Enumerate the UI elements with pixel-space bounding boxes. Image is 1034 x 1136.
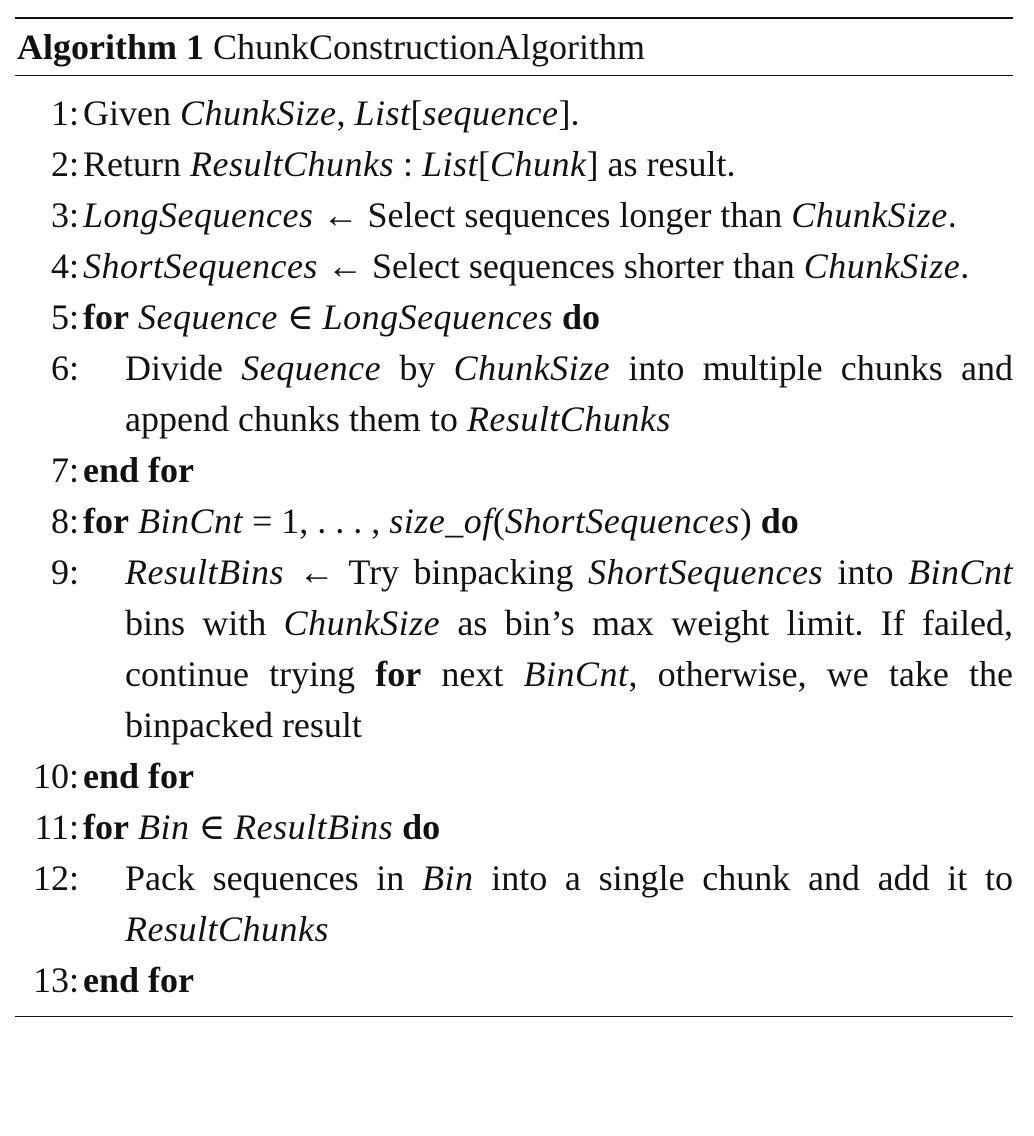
line-content: LongSequences ← Select sequences longer than ChunkSize. [83,195,957,235]
line-content: for Sequence ∈ LongSequences do [83,297,601,337]
line-number: 6: [50,348,79,388]
line-number: 13: [32,960,79,1000]
line-content: ResultBins ← Try binpacking ShortSequences into BinCnt bins with ChunkSize as bin’s max weight limit. If failed, continue trying for next BinCnt, otherwise, we take the binpacked result [125,552,1014,745]
line-content: Given ChunkSize, List[sequence]. [83,93,580,133]
line-content: for Bin ∈ ResultBins do [83,807,441,847]
algorithm-lines [15,76,1013,1016]
bottom-rule [15,1016,1013,1017]
line-content: end for [83,450,194,490]
algorithm-line [15,241,1013,292]
line-number: 5: [50,297,79,337]
algorithm-block [15,17,1013,1017]
line-content: end for [83,756,194,796]
line-number: 4: [50,246,79,286]
line-content: Return ResultChunks : List[Chunk] as result. [83,144,736,184]
algorithm-line [15,139,1013,190]
algorithm-line [15,802,1013,853]
line-number: 10: [32,756,79,796]
algorithm-name: ChunkConstructionAlgorithm [212,27,645,67]
line-number: 8: [50,501,79,541]
line-number: 1: [50,93,79,133]
algorithm-line [15,343,1013,445]
line-number: 9: [50,552,79,592]
line-content: for BinCnt = 1, . . . , size_of(ShortSequences) do [83,501,799,541]
algorithm-number-label: Algorithm 1 [17,27,204,67]
algorithm-line [15,955,1013,1006]
algorithm-title [15,19,1013,75]
algorithm-line [15,190,1013,241]
algorithm-line [15,547,1013,751]
line-number: 11: [34,807,79,847]
line-number: 7: [50,450,79,490]
algorithm-line [15,292,1013,343]
line-content: Pack sequences in Bin into a single chunk and add it to ResultChunks [125,858,1013,949]
algorithm-line [15,751,1013,802]
line-number: 12: [32,858,79,898]
line-number: 2: [50,144,79,184]
line-content: Divide Sequence by ChunkSize into multiple chunks and append chunks them to ResultChunks [125,348,1013,439]
line-content: end for [83,960,194,1000]
algorithm-line [15,853,1013,955]
algorithm-line [15,445,1013,496]
algorithm-line [15,88,1013,139]
algorithm-line [15,496,1013,547]
line-number: 3: [50,195,79,235]
line-content: ShortSequences ← Select sequences shorter than ChunkSize. [83,246,970,286]
